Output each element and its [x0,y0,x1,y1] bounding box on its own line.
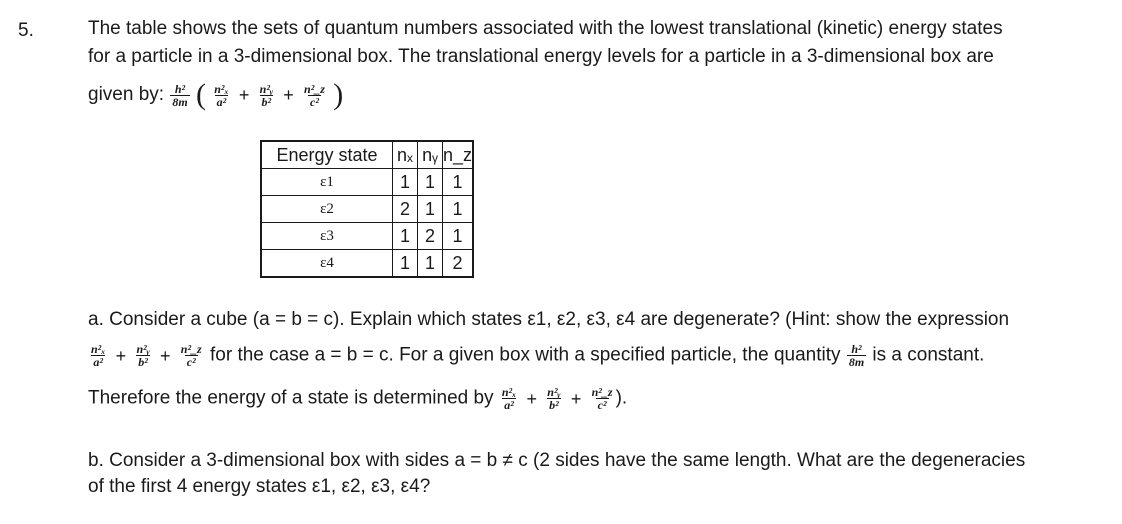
fraction-denominator: c² [186,355,196,369]
fraction-denominator: 8m [848,355,865,369]
fraction-denominator: 8m [172,94,188,109]
plus-sign: + [570,388,582,409]
energy-state-cell: ε4 [261,250,393,278]
part-a-line-2-text: for the case a = b = c. For a given box with a specified particle, the quantity [204,344,846,366]
fraction-denominator: a² [216,94,227,109]
nx-over-a-fraction [500,386,518,411]
nz-cell: 2 [443,250,474,278]
fraction-numerator: n²_z [304,81,325,96]
fraction-numerator: n²_z [591,385,613,399]
plus-sign: + [283,85,294,105]
ny-over-b-fraction [258,83,275,108]
nx-cell: 2 [393,196,418,223]
nz-over-c-fraction [179,343,204,368]
energy-formula-line [88,80,343,110]
intro-line-1: The table shows the sets of quantum numbers associated with the lowest translational (kinetic) energy states [88,18,1003,39]
fraction-denominator: b² [138,355,148,369]
ny-over-b-fraction [545,386,562,411]
fraction-denominator: c² [597,398,607,412]
nx-cell: 1 [393,250,418,278]
table-header-row [261,141,473,169]
question-number: 5. [18,20,34,41]
fraction-numerator: n²ᵧ [547,385,561,399]
h2-over-8m-fraction [170,83,189,108]
part-a-line-3-text: Therefore the energy of a state is determined by [88,387,499,409]
header-ny: nᵧ [418,141,443,169]
energy-state-cell: ε2 [261,196,393,223]
h2-over-8m-fraction [847,343,866,368]
fraction-denominator: a² [93,355,103,369]
header-nz: n_z [443,141,474,169]
ny-cell: 1 [418,250,443,278]
nz-over-c-fraction [302,83,327,108]
nx-over-a-fraction [89,343,107,368]
part-b-line-1: b. Consider a 3-dimensional box with sides a = b ≠ c (2 sides have the same length. What are the degeneracies [88,450,1026,471]
ny-cell: 1 [418,169,443,196]
fraction-denominator: c² [310,94,319,109]
table-row [261,250,473,278]
fraction-numerator: n²ₓ [214,81,229,96]
left-paren: ( [195,78,206,111]
ny-cell: 1 [418,196,443,223]
part-b-line-2: of the first 4 energy states ε1, ε2, ε3, ε4? [88,476,431,497]
plus-sign: + [238,85,250,105]
plus-sign: + [159,345,171,366]
part-a-line-1: a. Consider a cube (a = b = c). Explain which states ε1, ε2, ε3, ε4 are degenerate? (Hint: show the expression [88,309,1010,330]
energy-state-cell: ε3 [261,223,393,250]
table-row [261,223,473,250]
fraction-numerator: n²ₓ [91,342,106,356]
part-a-line-3-end: ). [615,387,628,409]
plus-sign: + [526,388,537,409]
ny-over-b-fraction [134,343,151,368]
nx-over-a-fraction [212,83,230,108]
part-a-line-2-end: is a constant. [867,344,985,366]
fraction-numerator: n²_z [180,342,202,356]
fraction-denominator: a² [504,398,514,412]
nz-cell: 1 [443,196,474,223]
fraction-denominator: b² [261,94,272,109]
fraction-numerator: h² [174,81,186,96]
intro-line-2: for a particle in a 3-dimensional box. The translational energy levels for a particle in a 3-dimensional box are [88,46,994,67]
quantum-numbers-table [260,140,474,278]
nz-cell: 1 [443,169,474,196]
fraction-denominator: b² [549,398,559,412]
nx-cell: 1 [393,169,418,196]
fraction-numerator: h² [851,342,862,356]
table-row [261,196,473,223]
ny-cell: 2 [418,223,443,250]
energy-state-cell: ε1 [261,169,393,196]
nx-cell: 1 [393,223,418,250]
fraction-numerator: n²ᵧ [136,342,150,356]
part-a-line-2 [88,343,984,368]
part-a-line-3 [88,386,627,411]
right-paren: ) [333,78,344,111]
header-energy-state: Energy state [261,141,393,169]
header-nx: nₓ [393,141,418,169]
given-by-label: given by: [88,84,165,106]
nz-cell: 1 [443,223,474,250]
plus-sign: + [115,345,127,366]
fraction-numerator: n²ₓ [501,385,517,399]
nz-over-c-fraction [590,386,615,411]
table-row [261,169,473,196]
fraction-numerator: n²ᵧ [259,81,273,96]
